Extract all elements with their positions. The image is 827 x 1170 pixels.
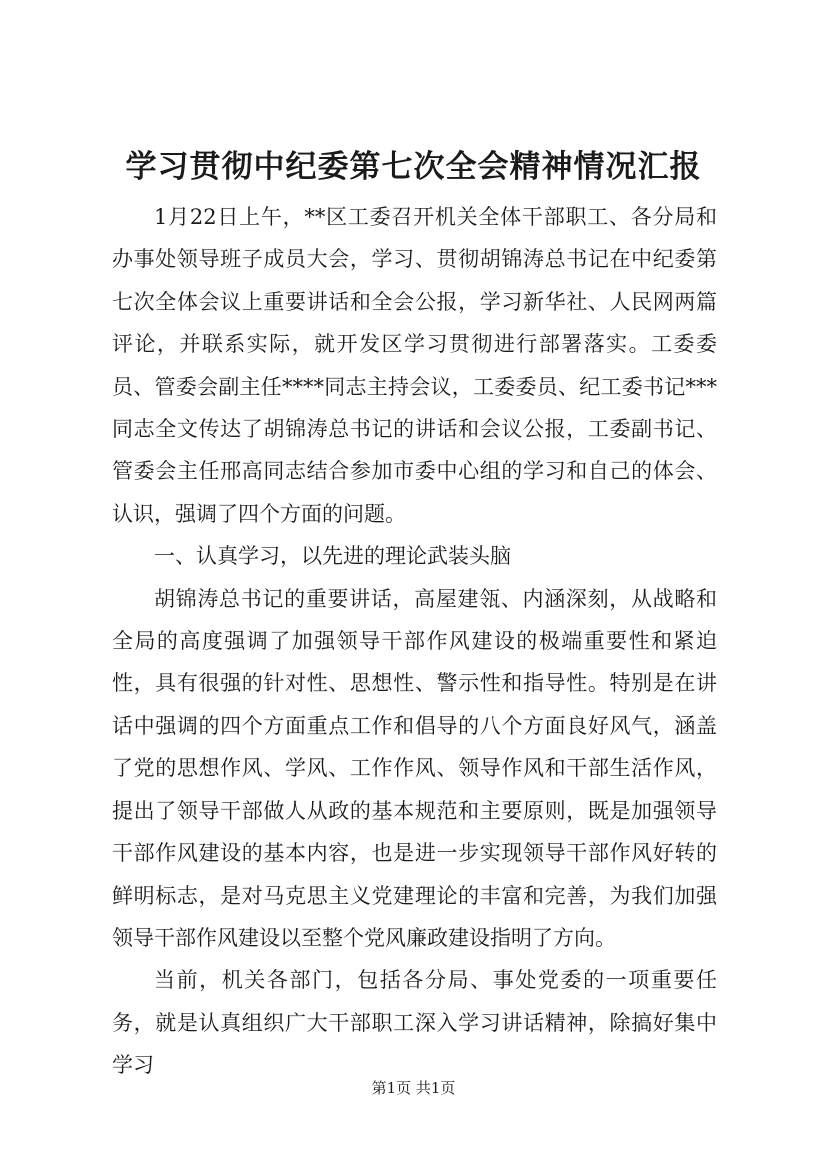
section-heading-1: 一、认真学习，以先进的理论武装头脑: [154, 544, 511, 569]
paragraph-3: 当前，机关各部门，包括各分局、事处党委的一项重要任务，就是认真组织广大干部职工深入学习讲话精神，除搞好集中学习: [112, 968, 717, 1078]
paragraph-2: 胡锦涛总书记的重要讲话，高屋建瓴、内涵深刻，从战略和全局的高度强调了加强领导干部作风建设的极端重要性和紧迫性，具有很强的针对性、思想性、警示性和指导性。特别是在讲话中强调的四个方面重点工作和倡导的八个方面良好风气，涵盖了党的思想作风、学风、工作作风、领导作风和干部生活作风，提出了领导干部做人从政的基本规范和主要原则，既是加强领导干部作风建设的基本内容，也是进一步实现领导干部作风好转的鲜明标志，是对马克思主义党建理论的丰富和完善，为我们加强领导干部作风建设以至整个党风廉政建设指明了方向。: [112, 586, 717, 950]
page-footer: 第1页 共1页: [371, 1079, 456, 1097]
paragraph-1: 1月22日上午，**区工委召开机关全体干部职工、各分局和办事处领导班子成员大会，学习、贯彻胡锦涛总书记在中纪委第七次全体会议上重要讲话和全会公报，学习新华社、人民网两篇评论，并联系实际，就开发区学习贯彻进行部署落实。工委委员、管委会副主任****同志主持会议，工委委员、纪工委书记***同志全文传达了胡锦涛总书记的讲话和会议公报，工委副书记、管委会主任邢高同志结合参加市委中心组的学习和自己的体会、认识，强调了四个方面的问题。: [112, 205, 717, 526]
page-title: 学习贯彻中纪委第七次全会精神情况汇报: [125, 149, 702, 185]
document-body: [112, 196, 717, 1087]
